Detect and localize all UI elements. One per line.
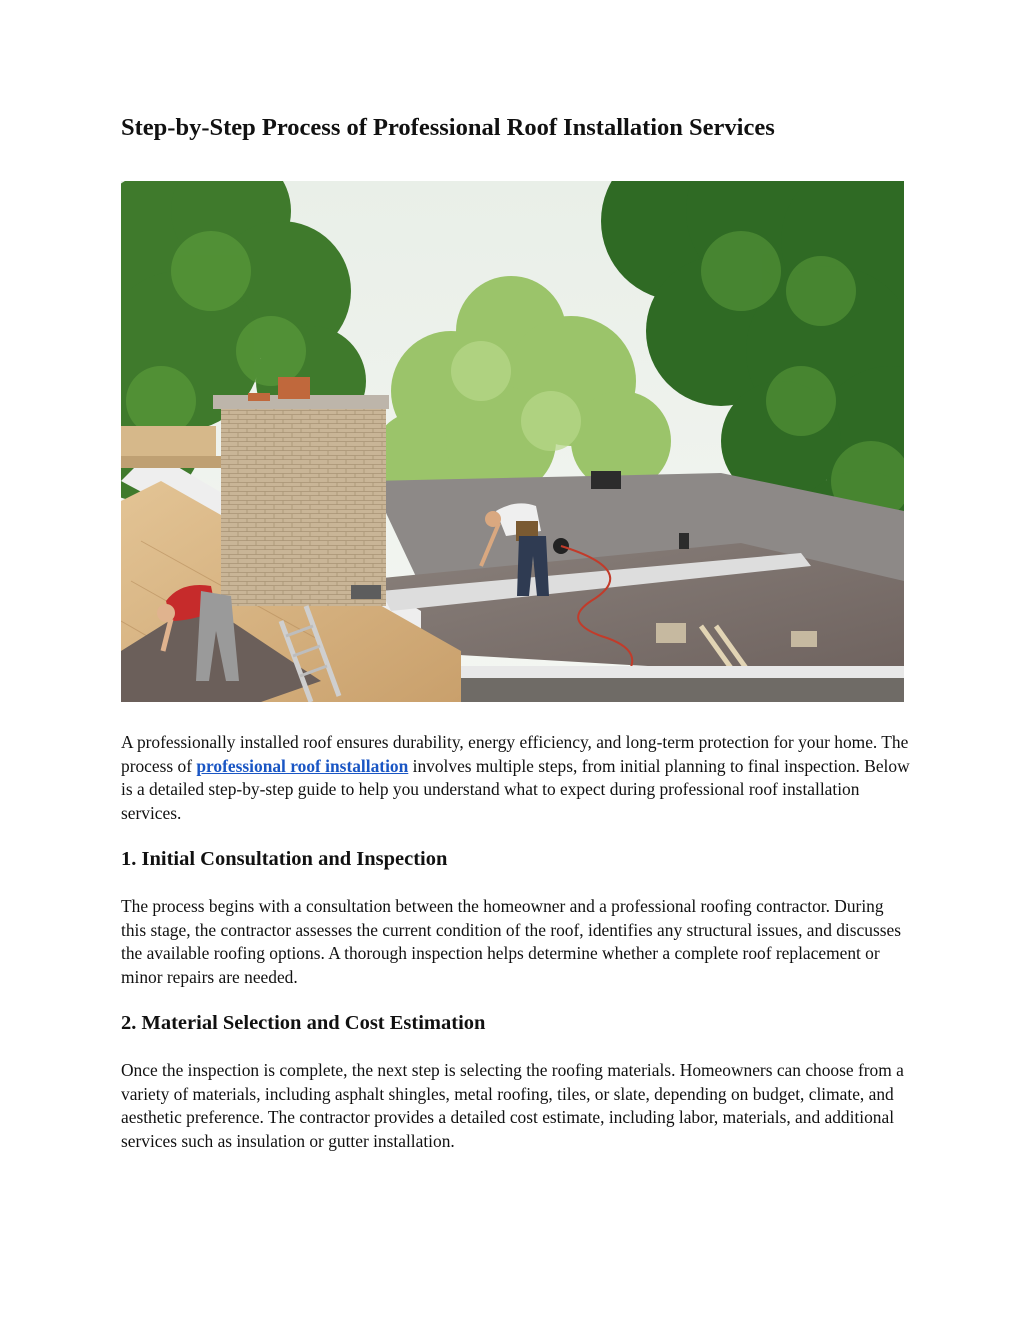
section-2-heading: 2. Material Selection and Cost Estimation [121, 1012, 486, 1034]
intro-text-after-link: involves multiple steps, from initial planning to final inspection. Below is a detailed step-by-step guide to help you understand what to expect during professional roof installation services. [121, 755, 910, 823]
section-1-heading: 1. Initial Consultation and Inspection [121, 848, 448, 870]
intro-paragraph [121, 731, 911, 825]
page-title: Step-by-Step Process of Professional Roof Installation Services [121, 114, 775, 141]
section-2-body: Once the inspection is complete, the next step is selecting the roofing materials. Homeowners can choose from a variety of materials, including asphalt shingles, metal roofing, tiles, or slate, depending on budget, climate, and aesthetic preference. The contractor provides a detailed cost estimate, including labor, materials, and additional services such as insulation or gutter installation. [121, 1060, 904, 1151]
professional-roof-installation-link[interactable]: professional roof installation [196, 755, 409, 776]
roofers-photo [121, 181, 904, 702]
section-1-body: The process begins with a consultation between the homeowner and a professional roofing contractor. During this stage, the contractor assesses the current condition of the roof, identifies any structural issues, and discusses the available roofing options. A thorough inspection helps determine whether a complete roof replacement or minor repairs are needed. [121, 896, 901, 987]
intro-text-before-link: A professionally installed roof ensures durability, energy efficiency, and long-term protection for your home. The process of [121, 732, 909, 776]
